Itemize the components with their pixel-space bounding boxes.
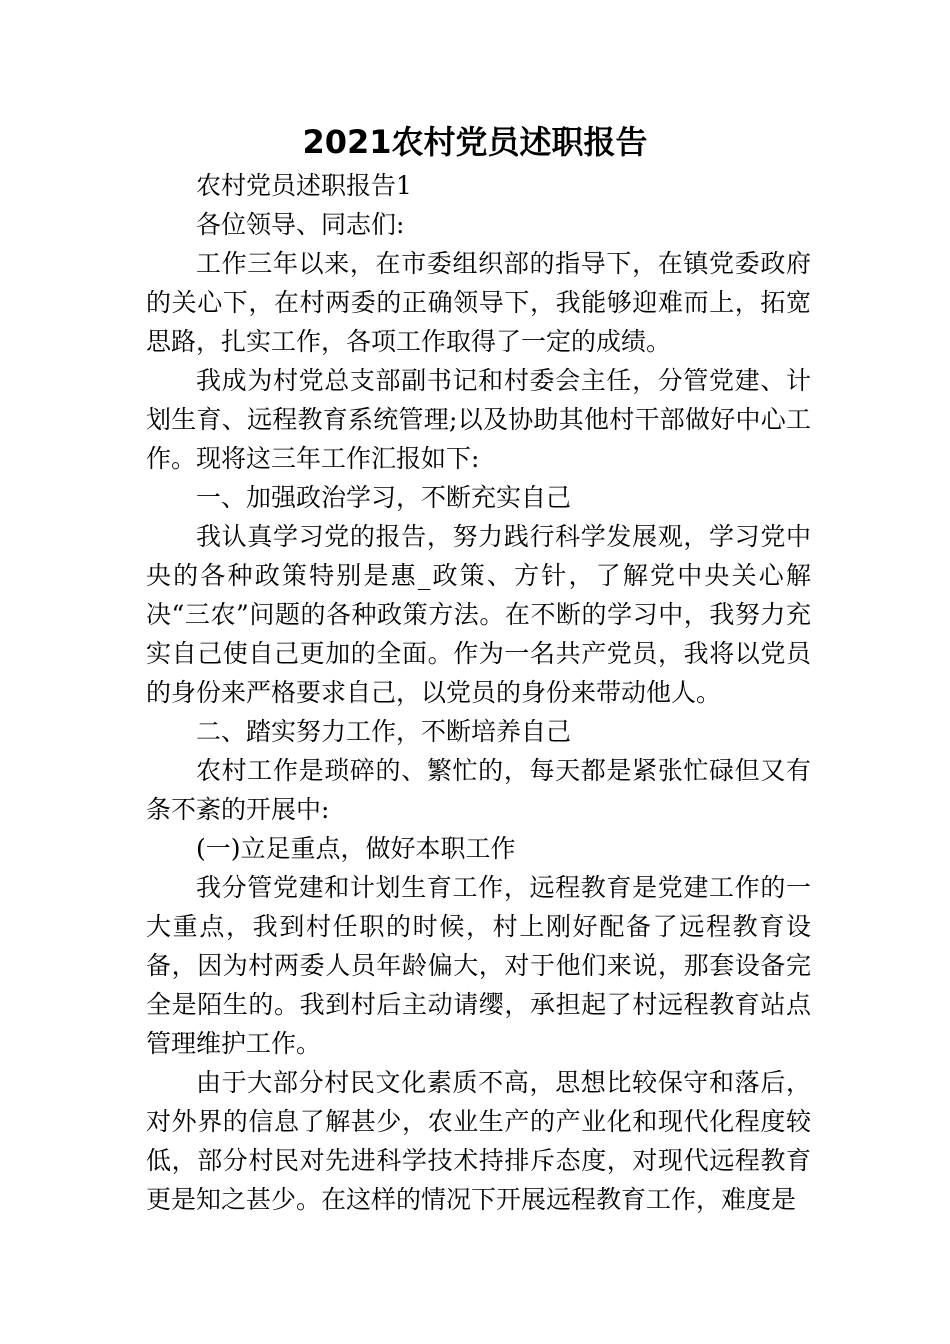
document-title: 2021农村党员述职报告: [302, 123, 648, 161]
paragraph: 我认真学习党的报告，努力践行科学发展观，学习党中央的各种政策特别是惠_政策、方针，了解党中央关心解决“三农”问题的各种政策方法。在不断的学习中，我努力充实自己使自己更加的全面。作为一名共产党员，我将以党员的身份来严格要求自己，以党员的身份来带动他人。: [146, 522, 811, 707]
paragraph: 我分管党建和计划生育工作，远程教育是党建工作的一大重点，我到村任职的时候，村上刚好配备了远程教育设备，因为村两委人员年龄偏大，对于他们来说，那套设备完全是陌生的。我到村后主动请缨，承担起了村远程教育站点管理维护工作。: [146, 873, 811, 1058]
paragraph: 农村工作是琐碎的、繁忙的，每天都是紧张忙碌但又有条不紊的开展中:: [146, 756, 811, 824]
paragraph-salutation: 各位领导、同志们:: [196, 210, 405, 239]
section-heading: 二、踏实努力工作，不断培养自己: [196, 717, 572, 746]
section-heading: 一、加强政治学习，不断充实自己: [196, 483, 572, 512]
paragraph: 由于大部分村民文化素质不高，思想比较保守和落后，对外界的信息了解甚少，农业生产的产业化和现代化程度较低，部分村民对先进科学技术持排斥态度，对现代远程教育更是知之甚少。在这样的情况下开展远程教育工作，难度是: [146, 1068, 811, 1214]
paragraph: 工作三年以来，在市委组织部的指导下，在镇党委政府的关心下，在村两委的正确领导下，我能够迎难而上，拓宽思路，扎实工作，各项工作取得了一定的成绩。: [146, 249, 811, 356]
paragraph: 我成为村党总支部副书记和村委会主任，分管党建、计划生育、远程教育系统管理;以及协助其他村干部做好中心工作。现将这三年工作汇报如下:: [146, 366, 811, 473]
document-body: [146, 166, 811, 1219]
subsection-heading: (一)立足重点，做好本职工作: [196, 834, 516, 863]
paragraph-subtitle: 农村党员述职报告1: [196, 171, 412, 200]
